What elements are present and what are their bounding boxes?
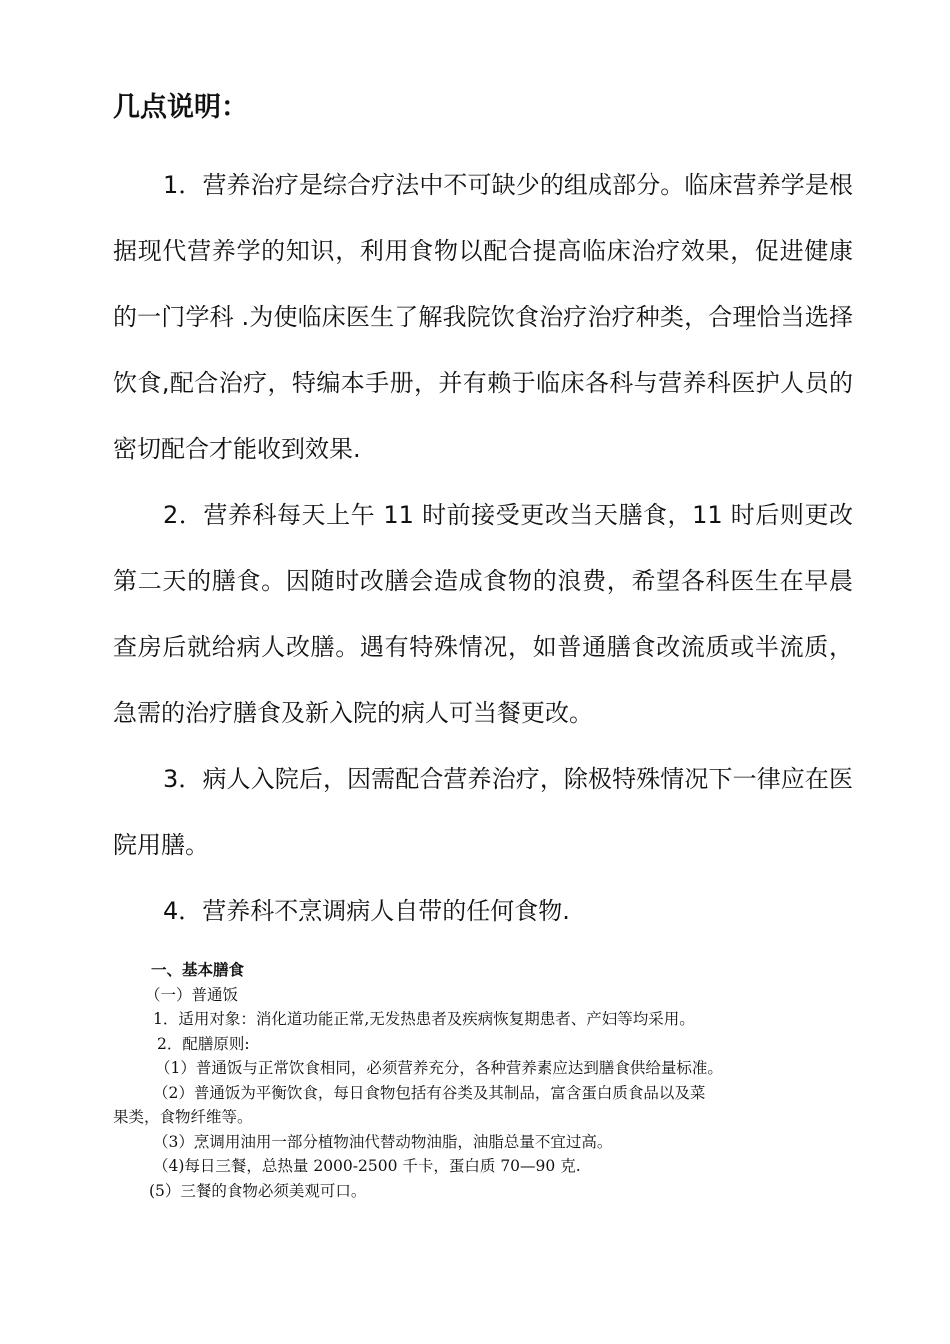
note-paragraph-1: 1．营养治疗是综合疗法中不可缺少的组成部分。临床营养学是根据现代营养学的知识，利用食物以配合提高临床治疗效果，促进健康的一门学科 .为使临床医生了解我院饮食治疗治疗种类，合理恰当选择饮食,配合治疗，特编本手册，并有赖于临床各科与营养科医护人员的密切配合才能收到效果.	[113, 171, 853, 463]
section-subtitle: （一）普通饭	[145, 985, 239, 1004]
note-paragraph-2: 2．营养科每天上午 11 时前接受更改当天膳食，11 时后则更改第二天的膳食。因随时改膳会造成食物的浪费，希望各科医生在早晨查房后就给病人改膳。遇有特殊情况，如普通膳食改流质或半流质，急需的治疗膳食及新入院的病人可当餐更改。	[113, 501, 853, 727]
diet-principles-label: 2．配膳原则:	[157, 1034, 250, 1053]
rule-2: （2）普通饭为平衡饮食，每日食物包括有谷类及其制品，富含蛋白质食品以及菜	[153, 1083, 706, 1102]
rule-5: (5）三餐的食物必须美观可口。	[149, 1181, 367, 1200]
applicable-objects: 1．适用对象：消化道功能正常,无发热患者及疾病恢复期患者、产妇等均采用。	[153, 1010, 695, 1028]
notes-list	[113, 152, 853, 944]
rule-4: （4)每日三餐，总热量 2000-2500 千卡，蛋白质 70—90 克.	[153, 1157, 581, 1175]
section-title: 一、基本膳食	[151, 961, 245, 979]
note-paragraph-4: 4．营养科不烹调病人自带的任何食物.	[163, 897, 570, 925]
basic-diet-section	[113, 958, 843, 1203]
rule-3: （3）烹调用油用一部分植物油代替动物油脂，油脂总量不宜过高。	[153, 1132, 613, 1151]
rule-2-continued: 果类，食物纤维等。	[113, 1108, 253, 1126]
page-heading: 几点说明：	[113, 92, 248, 123]
rule-1: （1）普通饭与正常饮食相同，必须营养充分，各种营养素应达到膳食供给量标准。	[155, 1059, 723, 1077]
note-paragraph-3: 3．病人入院后，因需配合营养治疗，除极特殊情况下一律应在医院用膳。	[113, 765, 853, 859]
